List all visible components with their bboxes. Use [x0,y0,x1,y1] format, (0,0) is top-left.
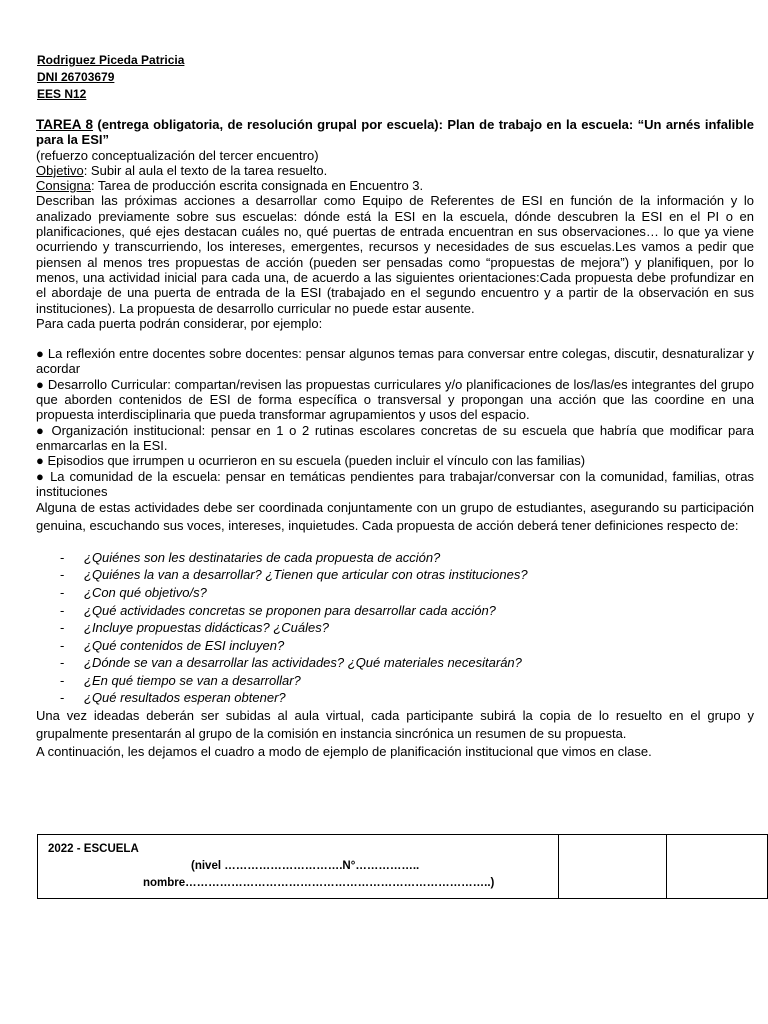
question-item: - ¿Qué resultados esperan obtener? [60,690,286,706]
author-name: Rodriguez Piceda Patricia [37,53,185,67]
table-nombre: nombre……………………………………………………………………..) [143,877,495,889]
dash-marker: - [60,672,65,688]
table-cell-empty [667,835,768,899]
bullet-item: ● La comunidad de la escuela: pensar en temáticas pendientes para trabajar/conversar con la comunidad, familias, otras instituciones [36,468,754,499]
table-cell-empty [559,835,667,899]
table-cell-school [38,835,559,899]
dash-marker: - [60,690,65,706]
author-header [37,52,184,103]
per-door-line: Para cada puerta podrán considerar, por ejemplo: [36,315,323,331]
task-title [36,117,754,148]
table-nivel: (nivel ………………………….N°…………….. [191,860,420,872]
dash-marker: - [60,637,65,653]
dash-marker: - [60,620,65,636]
planning-table [37,834,768,899]
questions-list [36,549,754,707]
spacer [36,331,754,346]
table-row [38,835,768,899]
dash-marker: - [60,567,65,583]
question-item: - ¿Quiénes son les destinataries de cada propuesta de acción? [60,549,441,565]
consigna-line [36,178,754,193]
task-body [36,117,754,760]
task-title-rest: (entrega obligatoria, de resolución grupal por escuela): Plan de trabajo en la escuela: “Un arnés infalible para la ESI” [36,117,754,148]
dash-marker: - [60,655,65,671]
objective-text: : Subir al aula el texto de la tarea resuelto. [83,162,328,178]
objective-line [36,163,754,178]
bullet-item: ● Episodios que irrumpen u ocurrieron en su escuela (pueden incluir el vínculo con las familias) [36,453,586,469]
bullet-item: ● Organización institucional: pensar en 1 o 2 rutinas escolares concretas de su escuela que habría que modificar para enmarcarlas en la ESI. [36,422,754,453]
author-school: EES N12 [37,87,87,101]
question-item: - ¿Dónde se van a desarrollar las actividades? ¿Qué materiales necesitarán? [60,655,522,671]
dash-marker: - [60,602,65,618]
coordination-paragraph: Alguna de estas actividades debe ser coordinada conjuntamente con un grupo de estudiantes, asegurando su participación genuina, escuchando sus voces, intereses, inquietudes. Cada propuesta de acción deberá tener definiciones respecto de: [36,500,754,533]
continuation-line: A continuación, les dejamos el cuadro a modo de ejemplo de planificación institucional que vimos en clase. [36,743,652,759]
upload-paragraph: Una vez ideadas deberán ser subidas al aula virtual, cada participante subirá la copia de lo resuelto en el grupo y grupalmente presentarán al grupo de la comisión en instancia sincrónica un resumen de su propuesta. [36,708,754,741]
objective-label: Objetivo [36,162,84,178]
question-item: - ¿Incluye propuestas didácticas? ¿Cuáles? [60,620,329,636]
task-subtitle: (refuerzo conceptualización del tercer encuentro) [36,147,319,163]
table-title: 2022 - ESCUELA [48,843,139,855]
consigna-text: : Tarea de producción escrita consignada en Encuentro 3. [90,178,424,194]
instructions-paragraph: Describan las próximas acciones a desarrollar como Equipo de Referentes de ESI en función de la información y lo analizado previamente sobre sus escuelas: dónde está la ESI en la escuela, dónde descubren la ESI en el PI o en planificaciones, qué ejes destacan cuáles no, qué puertas de entrada encuentran en sus observaciones… lo que ya viene ocurriendo y transcurriendo, los intereses, emergentes, recursos y necesidades de sus escuelas.Les vamos a pedir que piensen al menos tres propuestas de acción (pueden ser pensadas como “propuestas de mejora”) y planifiquen, por lo menos, una actividad inicial para cada una, de acuerdo a las siguientes orientaciones:Cada propuesta debe profundizar en el abordaje de una puerta de entrada de la ESI (trabajado en el segundo encuentro y a partir de la observación en sus instituciones). La propuesta de desarrollo curricular no puede estar ausente. [36,193,754,316]
question-item: - ¿En qué tiempo se van a desarrollar? [60,672,301,688]
question-item: - ¿Qué contenidos de ESI incluyen? [60,637,285,653]
question-item: - ¿Qué actividades concretas se proponen para desarrollar cada acción? [60,602,496,618]
consigna-label: Consigna [36,178,91,194]
question-item: - ¿Quiénes la van a desarrollar? ¿Tienen que articular con otras instituciones? [60,567,528,583]
bullet-item: ● Desarrollo Curricular: compartan/revisen las propuestas curriculares y/o planificaciones de los/las/es integrantes del grupo que aborden contenidos de ESI de forma específica o transversal y propongan una acción que las coordine en una propuesta interdisciplinaria que pueda transformar agrupamientos y usos del espacio. [36,376,754,423]
author-dni: DNI 26703679 [37,70,115,84]
question-item: - ¿Con qué objetivo/s? [60,584,207,600]
dash-marker: - [60,584,65,600]
dash-marker: - [60,549,65,565]
task-label: TAREA 8 [36,117,94,132]
bullet-item: ● La reflexión entre docentes sobre docentes: pensar algunos temas para conversar entre colegas, discutir, desnaturalizar y acordar [36,346,754,377]
